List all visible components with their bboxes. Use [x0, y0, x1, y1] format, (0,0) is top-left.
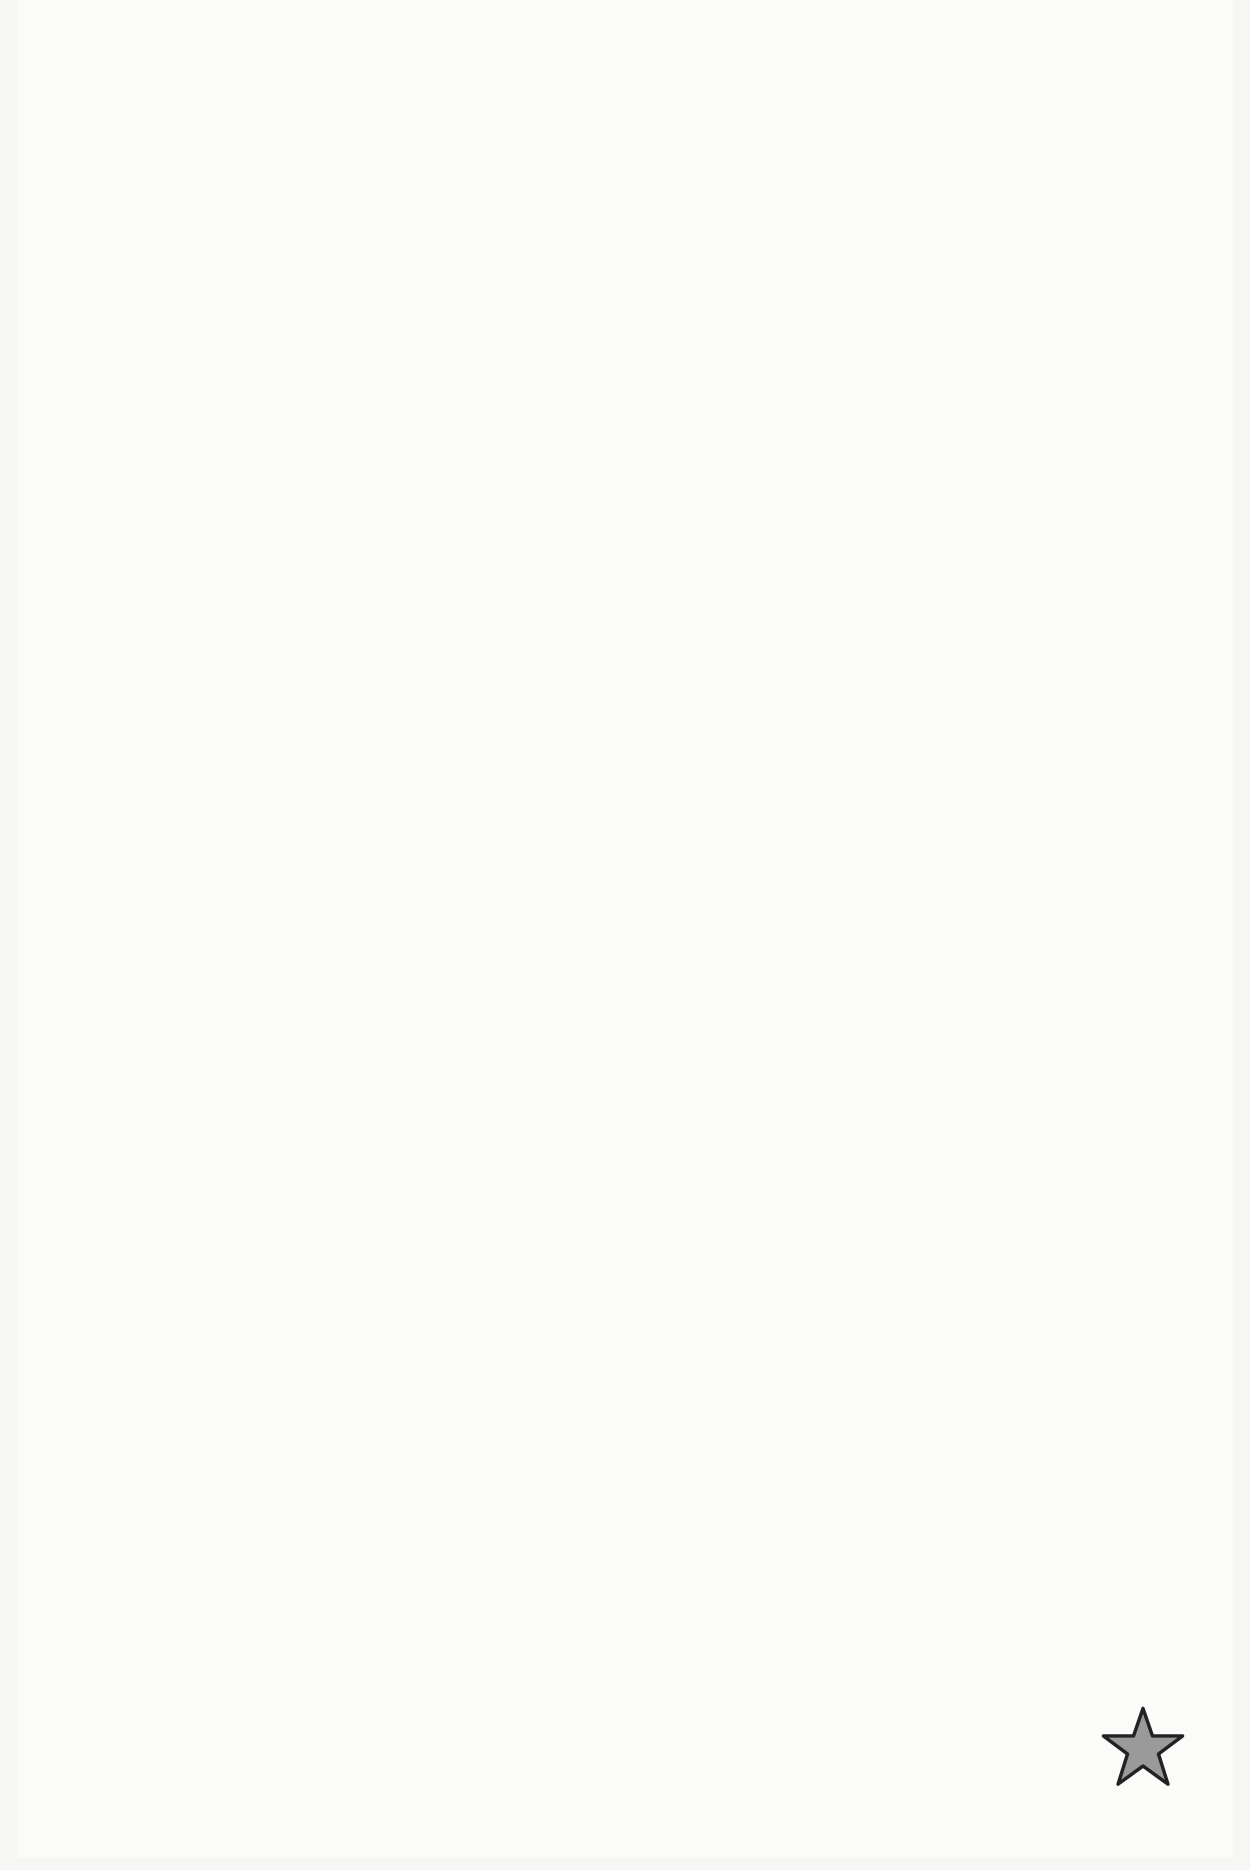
answer-line: [80, 482, 132, 518]
answer-line: [80, 434, 132, 470]
answer-line: [80, 1010, 132, 1046]
answer-line: [80, 1447, 132, 1483]
answer-line: [80, 1399, 132, 1435]
answer-line: [80, 770, 132, 806]
answer-line: [80, 722, 132, 758]
answer-line: [80, 626, 132, 662]
answer-line: [80, 818, 132, 854]
star-icon: [1100, 1705, 1186, 1791]
page: [18, 0, 1233, 1858]
answer-line: [80, 914, 132, 950]
answer-line: [80, 1207, 132, 1243]
answer-line: [80, 674, 132, 710]
answer-line: [80, 578, 132, 614]
answer-line: [80, 530, 132, 566]
answer-line: [80, 1303, 132, 1339]
answer-line: [80, 1351, 132, 1387]
answer-line: [80, 1639, 132, 1675]
answer-line: [80, 1255, 132, 1291]
answer-line: [80, 1543, 132, 1579]
answer-line: [80, 962, 132, 998]
answer-line: [80, 866, 132, 902]
answer-line: [80, 1591, 132, 1627]
answer-line: [80, 1495, 132, 1531]
